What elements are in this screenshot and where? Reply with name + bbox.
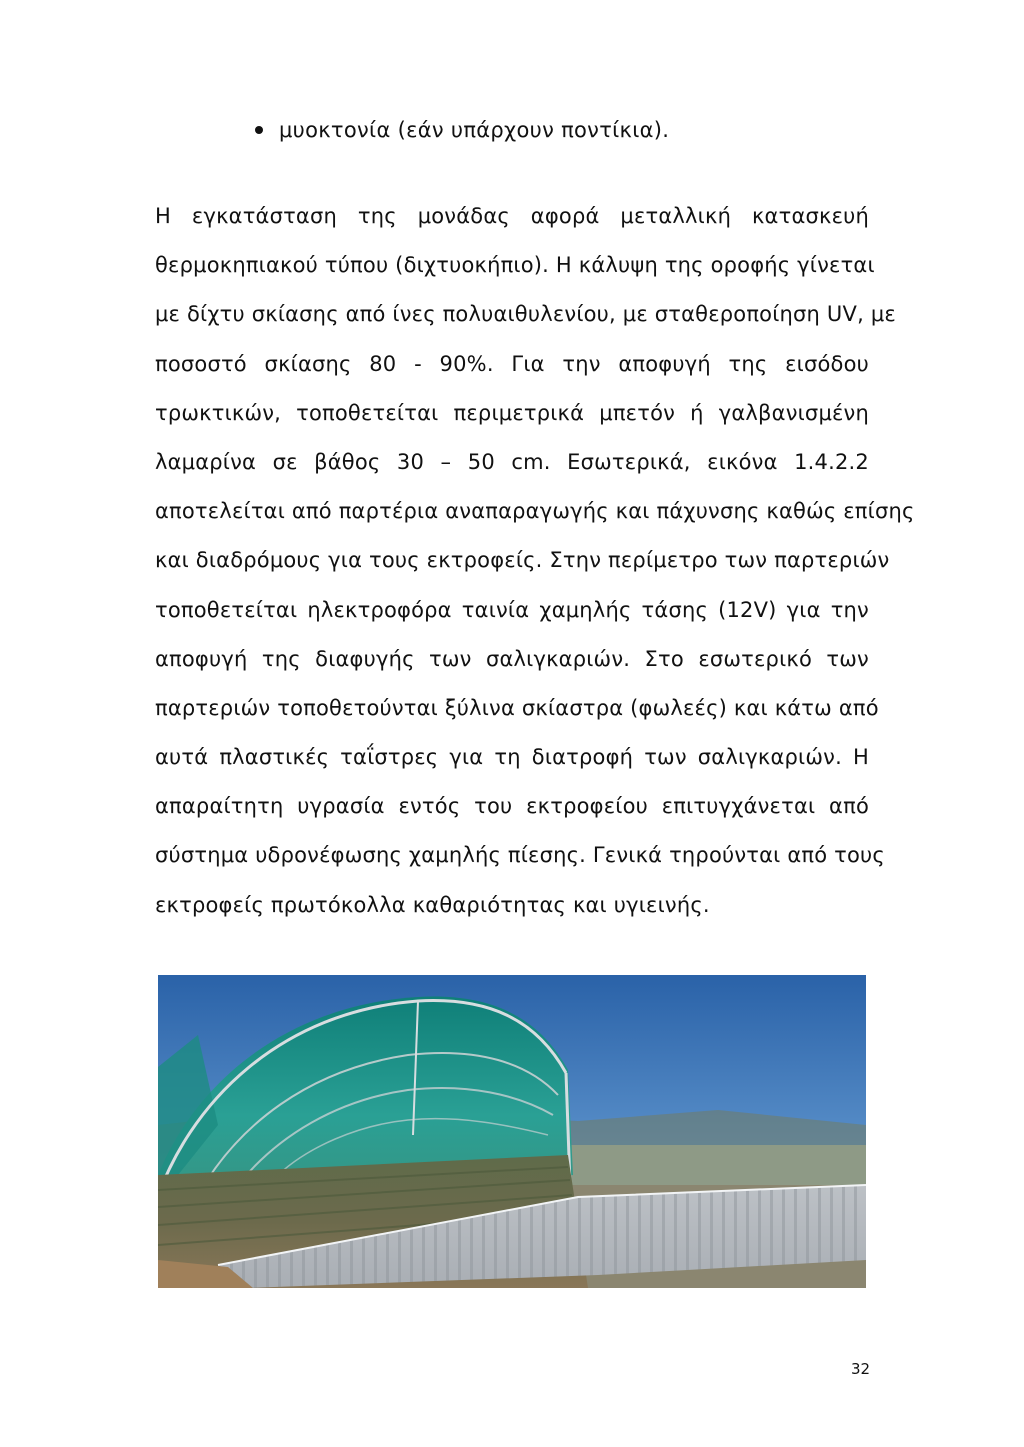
paragraph-line: με δίχτυ σκίασης από ίνες πολυαιθυλενίου, με σταθεροποίηση UV, με — [155, 302, 896, 327]
paragraph-line: εκτροφείς πρωτόκολλα καθαριότητας και υγιεινής. — [155, 892, 710, 917]
body-paragraph — [155, 192, 915, 930]
paragraph-line: τοποθετείται ηλεκτροφόρα ταινία χαμηλής τάσης (12V) για την — [155, 597, 869, 622]
paragraph-line: λαμαρίνα σε βάθος 30 – 50 cm. Εσωτερικά, εικόνα 1.4.2.2 — [155, 449, 869, 474]
paragraph-line: αποφυγή της διαφυγής των σαλιγκαριών. Στο εσωτερικό των — [155, 646, 869, 671]
bullet-dot-icon — [255, 126, 263, 134]
paragraph-line: θερμοκηπιακού τύπου (διχτυοκήπιο). Η κάλυψη της οροφής γίνεται — [155, 253, 875, 278]
bullet-item — [255, 118, 669, 142]
paragraph-line: απαραίτητη υγρασία εντός του εκτροφείου επιτυγχάνεται από — [155, 794, 869, 819]
greenhouse-photo-icon — [158, 975, 866, 1288]
paragraph-line: Η εγκατάσταση της μονάδας αφορά μεταλλική κατασκευή — [155, 204, 869, 228]
page-number: 32 — [851, 1360, 871, 1378]
paragraph-line: τρωκτικών, τοποθετείται περιμετρικά μπετόν ή γαλβανισμένη — [155, 400, 869, 425]
paragraph-line: σύστημα υδρονέφωσης χαμηλής πίεσης. Γενικά τηρούνται από τους — [155, 843, 885, 868]
paragraph-line: παρτεριών τοποθετούνται ξύλινα σκίαστρα (φωλεές) και κάτω από — [155, 695, 879, 720]
bullet-text: μυοκτονία (εάν υπάρχουν ποντίκια). — [279, 118, 670, 142]
greenhouse-photo — [158, 975, 866, 1288]
paragraph-line: αυτά πλαστικές ταΐστρες για τη διατροφή των σαλιγκαριών. Η — [155, 745, 869, 770]
paragraph-line: και διαδρόμους για τους εκτροφείς. Στην περίμετρο των παρτεριών — [155, 548, 890, 573]
paragraph-line: αποτελείται από παρτέρια αναπαραγωγής και πάχυνσης καθώς επίσης — [155, 499, 915, 524]
paragraph-line: ποσοστό σκίασης 80 - 90%. Για την αποφυγή της εισόδου — [155, 351, 869, 376]
